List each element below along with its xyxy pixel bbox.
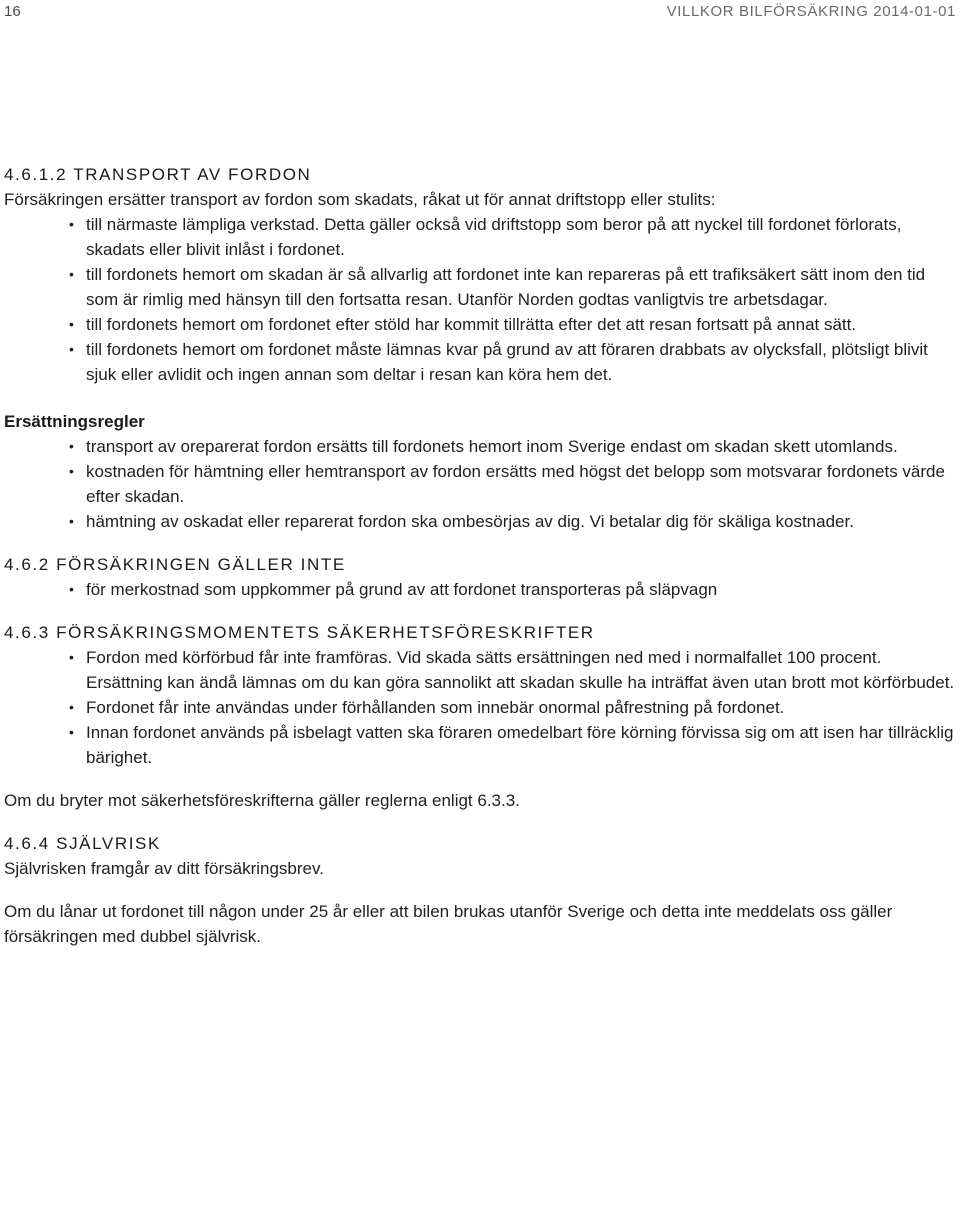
section-heading-exclusions: 4.6.2 FÖRSÄKRINGEN GÄLLER INTE: [4, 555, 346, 574]
safety-rules-note: Om du bryter mot säkerhetsföreskrifterna gäller reglerna enligt 6.3.3.: [4, 791, 520, 810]
transport-intro: Försäkringen ersätter transport av fordon som skadats, råkat ut för annat driftstopp eller stulits:: [4, 190, 716, 209]
safety-rules-list: [4, 645, 956, 770]
list-item: • Fordonet får inte användas under förhållanden som innebär onormal påfrestning på fordonet.: [4, 695, 956, 720]
compensation-rules-list: [4, 434, 956, 534]
list-item: • till närmaste lämpliga verkstad. Detta gäller också vid driftstopp som beror på att nyckel till fordonet förlorats, skadats eller blivit inlåst i fordonet.: [4, 212, 956, 262]
deductible-note: Om du lånar ut fordonet till någon under 25 år eller att bilen brukas utanför Sverige och detta inte meddelats oss gäller försäkringen med dubbel självrisk.: [4, 902, 893, 946]
running-title: VILLKOR BILFÖRSÄKRING 2014-01-01: [666, 3, 956, 20]
subheading-ersattningsregler: Ersättningsregler: [4, 412, 145, 431]
transport-list: [4, 212, 956, 387]
page-content: [4, 162, 956, 949]
list-item: • Innan fordonet används på isbelagt vatten ska föraren omedelbart före körning förvissa sig om att isen har tillräcklig bärighet.: [4, 720, 956, 770]
list-item: • transport av oreparerat fordon ersätts till fordonets hemort inom Sverige endast om skadan skett utomlands.: [4, 434, 956, 459]
list-item: • till fordonets hemort om skadan är så allvarlig att fordonet inte kan repareras på ett trafiksäkert sätt inom den tid som är rimlig med hänsyn till den fortsatta resan. Utanför Norden godtas vanligtvis tre arbetsdagar.: [4, 262, 956, 312]
section-heading-deductible: 4.6.4 SJÄLVRISK: [4, 834, 161, 853]
list-item: • till fordonets hemort om fordonet måste lämnas kvar på grund av att föraren drabbats av olycksfall, plötsligt blivit sjuk eller avlidit och ingen annan som deltar i resan kan köra hem det.: [4, 337, 956, 387]
list-item: • kostnaden för hämtning eller hemtransport av fordon ersätts med högst det belopp som motsvarar fordonets värde efter skadan.: [4, 459, 956, 509]
list-item: • Fordon med körförbud får inte framföras. Vid skada sätts ersättningen ned med i normalfallet 100 procent. Ersättning kan ändå lämnas om du kan göra sannolikt att skadan skulle ha inträffat även utan brott mot körförbudet.: [4, 645, 956, 695]
exclusions-list: [4, 577, 956, 602]
section-heading-transport: 4.6.1.2 TRANSPORT AV FORDON: [4, 165, 312, 184]
page-number: 16: [4, 3, 21, 20]
list-item: • hämtning av oskadat eller reparerat fordon ska ombesörjas av dig. Vi betalar dig för skäliga kostnader.: [4, 509, 956, 534]
deductible-text: Självrisken framgår av ditt försäkringsbrev.: [4, 859, 324, 878]
list-item: • för merkostnad som uppkommer på grund av att fordonet transporteras på släpvagn: [4, 577, 956, 602]
list-item: • till fordonets hemort om fordonet efter stöld har kommit tillrätta efter det att resan fortsatt på annat sätt.: [4, 312, 956, 337]
section-heading-safety-rules: 4.6.3 FÖRSÄKRINGSMOMENTETS SÄKERHETSFÖRESKRIFTER: [4, 623, 595, 642]
